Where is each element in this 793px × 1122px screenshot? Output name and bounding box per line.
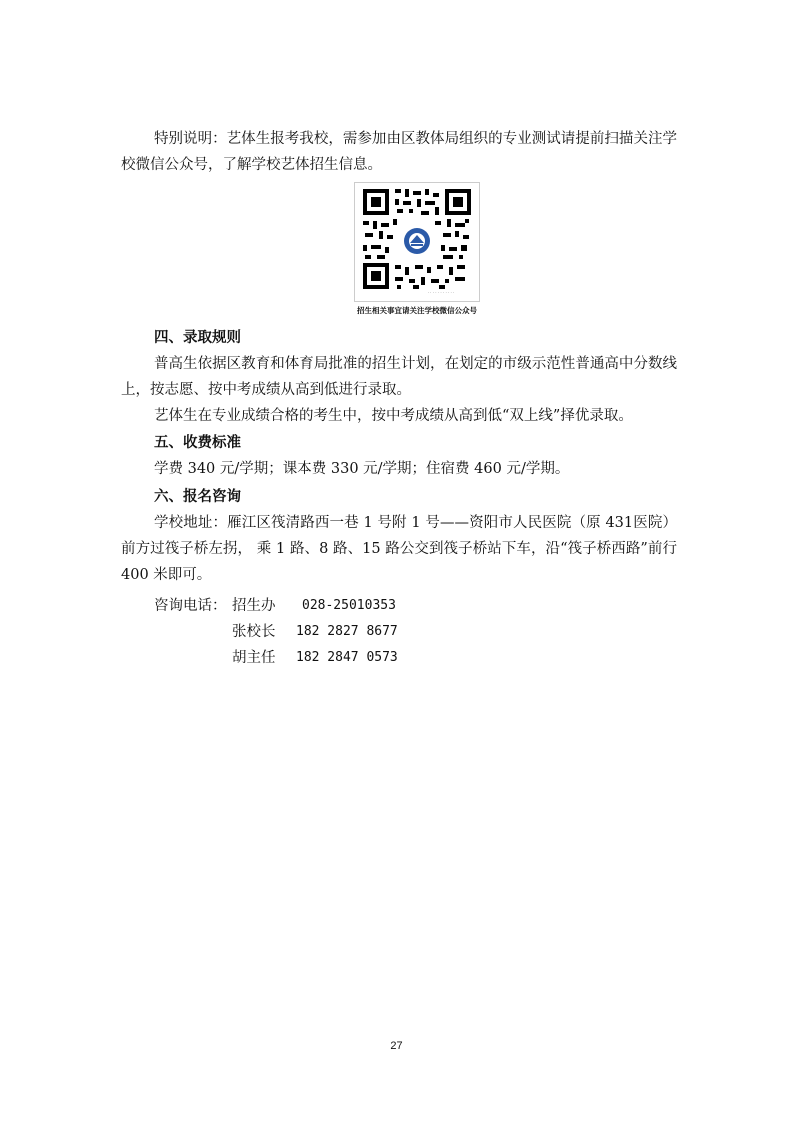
- section-4-heading: 四、录取规则: [154, 330, 241, 346]
- section-5-heading: 五、收费标准: [154, 435, 241, 451]
- section-5-paragraph-1: 学费 340 元/学期；课本费 330 元/学期；住宿费 460 元/学期。: [154, 461, 570, 477]
- section-6-address: 学校地址：雁江区筏清路西一巷 1 号附 1 号——资阳市人民医院（原 431医院）前方过筏子桥左拐， 乘 1 路、8 路、15 路公交到筏子桥站下车，沿“筏子桥西路”前行 400 米即可。: [121, 515, 677, 583]
- qr-caption: 招生相关事宜请关注学校微信公众号: [357, 306, 477, 315]
- section-4-paragraph-2: 艺体生在专业成绩合格的考生中，按中考成绩从高到低“双上线”择优录取。: [154, 408, 633, 424]
- contact-name-1: 招生办: [232, 598, 276, 614]
- contact-name-3: 胡主任: [232, 650, 276, 666]
- page-number: 27: [390, 1040, 403, 1052]
- special-note: 特别说明：艺体生报考我校，需参加由区教体局组织的专业测试请提前扫描关注学校微信公众号，了解学校艺体招生信息。: [121, 131, 677, 173]
- section-6-heading: 六、报名咨询: [154, 489, 241, 505]
- contact-phone-1[interactable]: 028-25010353: [302, 598, 396, 613]
- wechat-qr-code: [354, 182, 480, 302]
- contact-phone-2[interactable]: 182 2827 8677: [296, 624, 398, 639]
- contact-name-2: 张校长: [232, 624, 276, 640]
- svg-text:· · · · · · · · · · ·: · · · · · · · · · · ·: [427, 290, 455, 295]
- contact-label: 咨询电话：: [154, 598, 227, 614]
- contact-phone-3[interactable]: 182 2847 0573: [296, 650, 398, 665]
- section-4-paragraph-1: 普高生依据区教育和体育局批准的招生计划，在划定的市级示范性普通高中分数线上，按志愿、按中考成绩从高到低进行录取。: [121, 356, 677, 398]
- qr-code-graphic: [359, 187, 475, 297]
